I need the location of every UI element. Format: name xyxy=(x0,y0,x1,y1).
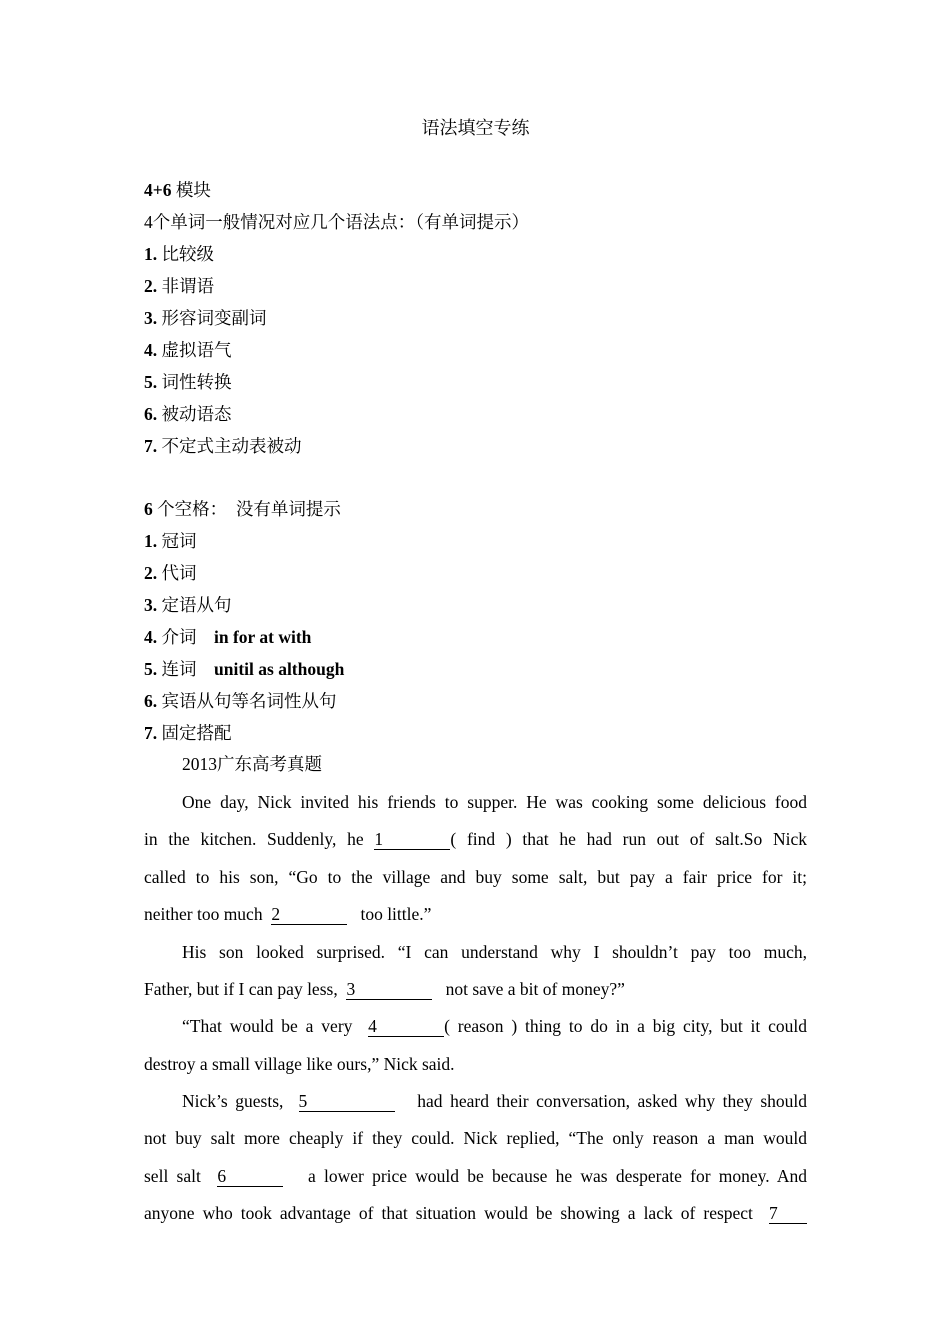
passage-line xyxy=(144,865,807,889)
passage-line xyxy=(144,977,807,1001)
list-item xyxy=(144,657,344,681)
item-text: 形容词变副词 xyxy=(161,308,267,328)
item-num: 2. xyxy=(144,276,158,296)
blank-4[interactable]: 4 xyxy=(368,1016,444,1037)
list-item xyxy=(144,561,197,585)
list-item xyxy=(144,306,267,330)
item-text: 介词 xyxy=(161,627,197,647)
passage-text: His son looked surprised. “I can understand why I shouldn’t pay too much, xyxy=(182,942,807,962)
item-num: 7. xyxy=(144,436,158,456)
blank-2[interactable]: 2 xyxy=(271,904,347,925)
item-num: 5. xyxy=(144,659,158,679)
passage-line xyxy=(144,902,807,926)
item-text: 冠词 xyxy=(161,531,197,551)
passage-line xyxy=(144,1014,807,1038)
item-num: 4. xyxy=(144,340,158,360)
item-text: 固定搭配 xyxy=(161,723,232,743)
item-text: 词性转换 xyxy=(161,372,232,392)
section2-heading-text: 个空格： 没有单词提示 xyxy=(157,499,341,519)
item-text: 连词 xyxy=(161,659,197,679)
passage-line xyxy=(144,1052,807,1076)
item-text: 宾语从句等名词性从句 xyxy=(161,691,337,711)
item-num: 2. xyxy=(144,563,158,583)
list-item xyxy=(144,402,232,426)
passage-text: destroy a small village like ours,” Nick said. xyxy=(144,1054,455,1074)
item-extra: unitil as although xyxy=(214,659,345,679)
list-item xyxy=(144,689,337,713)
section1-subheading xyxy=(144,210,529,234)
passage-line xyxy=(144,940,807,964)
blank-1[interactable]: 1 xyxy=(374,829,450,850)
passage-line xyxy=(144,1164,807,1188)
list-item xyxy=(144,242,214,266)
section1-heading-num: 4+6 xyxy=(144,180,172,200)
passage-text: had heard their conversation, asked why they should xyxy=(417,1091,808,1111)
passage-year-label: 2013广东高考真题 xyxy=(182,754,322,774)
item-num: 4. xyxy=(144,627,158,647)
item-num: 6. xyxy=(144,691,158,711)
list-item xyxy=(144,338,232,362)
item-text: 被动语态 xyxy=(161,404,232,424)
list-item xyxy=(144,529,197,553)
item-num: 1. xyxy=(144,244,158,264)
section2-heading-num: 6 xyxy=(144,499,153,519)
passage-text: Nick’s guests, xyxy=(182,1091,284,1111)
blank-3[interactable]: 3 xyxy=(346,979,432,1000)
list-item xyxy=(144,721,232,745)
item-num: 5. xyxy=(144,372,158,392)
passage-text: Father, but if I can pay less, xyxy=(144,979,338,999)
item-num: 7. xyxy=(144,723,158,743)
item-text: 代词 xyxy=(161,563,197,583)
section1-heading xyxy=(144,178,211,202)
page-title: 语法填空专练 xyxy=(421,118,530,138)
passage-text: in the kitchen. Suddenly, he xyxy=(144,829,364,849)
item-text: 虚拟语气 xyxy=(161,340,232,360)
section2-heading xyxy=(144,497,341,521)
passage-text: a lower price would be because he was desperate for money. And xyxy=(308,1166,808,1186)
passage-text: ( reason ) thing to do in a big city, but it could xyxy=(444,1016,808,1036)
passage-text: sell salt xyxy=(144,1166,201,1186)
passage-line xyxy=(144,1126,807,1150)
list-item xyxy=(144,625,311,649)
passage-text: ( find ) that he had run out of salt.So Nick xyxy=(450,829,807,849)
passage-text: not save a bit of money?” xyxy=(445,979,625,999)
section1-subheading-text: 4个单词一般情况对应几个语法点：（有单词提示） xyxy=(144,212,529,232)
item-num: 3. xyxy=(144,308,158,328)
list-item xyxy=(144,274,214,298)
passage-text: anyone who took advantage of that situation would be showing a lack of respect xyxy=(144,1203,753,1223)
passage-text: One day, Nick invited his friends to supper. He was cooking some delicious food xyxy=(182,792,807,812)
item-num: 3. xyxy=(144,595,158,615)
list-item xyxy=(144,434,302,458)
blank-6[interactable]: 6 xyxy=(217,1166,283,1187)
item-num: 6. xyxy=(144,404,158,424)
passage-line xyxy=(144,1201,807,1225)
item-text: 非谓语 xyxy=(161,276,214,296)
item-text: 不定式主动表被动 xyxy=(161,436,302,456)
passage-text: too little.” xyxy=(360,904,432,924)
passage-line xyxy=(144,1089,807,1113)
item-num: 1. xyxy=(144,531,158,551)
item-extra: in for at with xyxy=(214,627,312,647)
blank-5[interactable]: 5 xyxy=(299,1091,395,1112)
passage-text: neither too much xyxy=(144,904,263,924)
blank-7[interactable]: 7 xyxy=(769,1203,807,1224)
passage-text: not buy salt more cheaply if they could. Nick replied, “The only reason a man would xyxy=(144,1128,807,1148)
item-text: 比较级 xyxy=(161,244,214,264)
item-text: 定语从句 xyxy=(161,595,232,615)
passage-text: “That would be a very xyxy=(182,1016,353,1036)
list-item xyxy=(144,370,232,394)
passage-line xyxy=(144,790,807,814)
passage-line xyxy=(144,827,807,851)
passage-text: called to his son, “Go to the village and buy some salt, but pay a fair price for it; xyxy=(144,867,807,887)
section1-heading-text: 模块 xyxy=(175,180,211,200)
list-item xyxy=(144,593,232,617)
